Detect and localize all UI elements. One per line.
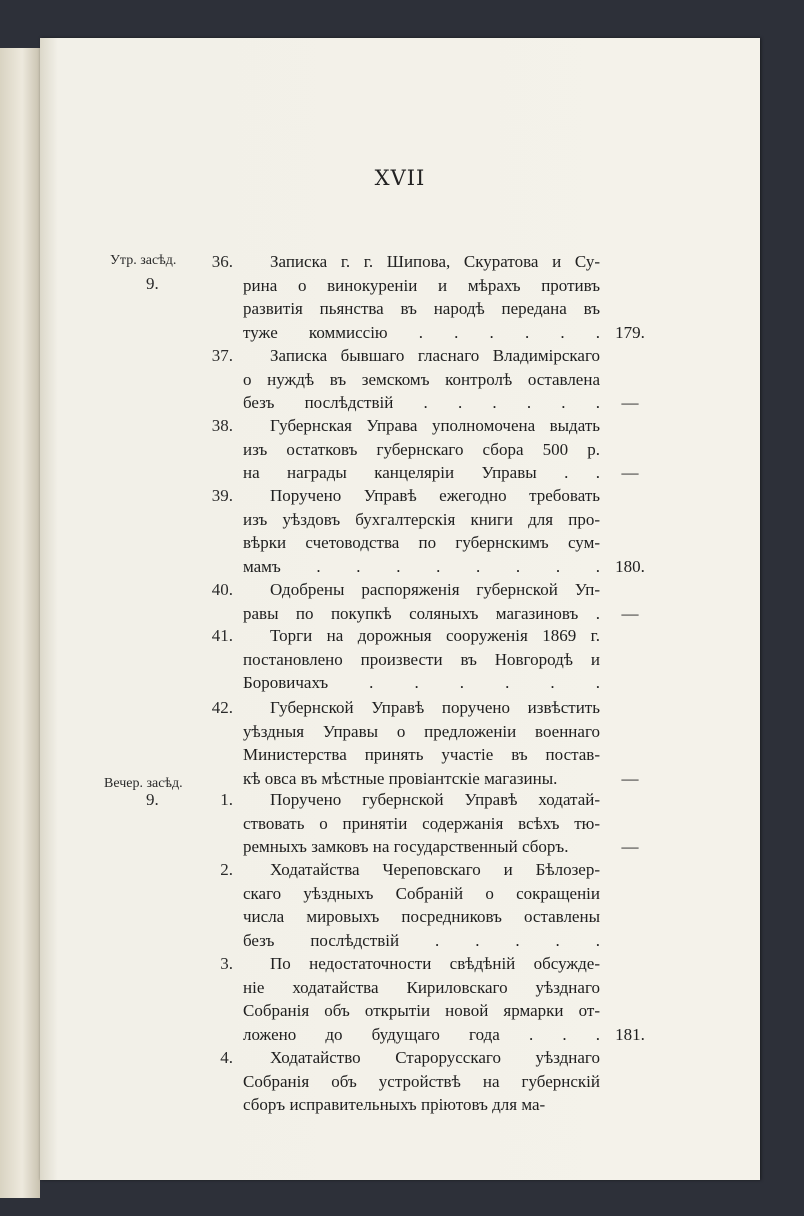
entry-text-line: кѣ овса въ мѣстные провіантскіе магазины.	[243, 768, 558, 788]
item-number: 38.	[211, 416, 233, 435]
session-number: 9.	[146, 790, 159, 809]
entry-text-line: ремныхъ замковъ на государственный сборъ.	[243, 837, 569, 856]
page-reference: 180.	[615, 556, 645, 576]
session-label: Вечер. засѣд.	[104, 776, 183, 791]
entry-text-line: ніе ходатайства Кириловскаго уѣзднаго	[243, 977, 600, 997]
item-number: 41.	[211, 626, 233, 645]
left-page-edge	[0, 48, 40, 1198]
item-number: 2.	[220, 860, 233, 879]
page-header: XVII	[374, 166, 426, 190]
entry-text-line: равы по покупкѣ соляныхъ магазиновъ .	[243, 603, 600, 623]
entry-text-line: Записка г. г. Шипова, Скуратова и Су-	[270, 252, 600, 271]
entry-text-line: Боровичахъ . . . . . .	[243, 673, 600, 692]
entry-text-line: Министерства принять участіе въ постав-	[243, 745, 600, 764]
entry-text-line: скаго уѣздныхъ Собраній о сокращеніи	[243, 883, 600, 903]
entry-text-line: сборъ исправительныхъ пріютовъ для ма-	[243, 1095, 546, 1114]
entry-text-line: рина о винокуреніи и мѣрахъ противъ	[243, 275, 600, 295]
entry-text-line: Записка бывшаго гласнаго Владимірскаго	[270, 346, 600, 365]
entry-text-line: Одобрены распоряженія губернской Уп-	[270, 580, 600, 599]
page-reference: —	[621, 768, 639, 788]
page-reference: —	[621, 393, 639, 412]
page-reference: —	[621, 463, 639, 482]
entry-text-line: безъ послѣдствій . . . . .	[243, 930, 600, 950]
item-number: 39.	[211, 486, 233, 505]
item-number: 3.	[220, 954, 233, 973]
entry-text-line: вѣрки счетоводства по губернскимъ сум-	[243, 533, 600, 552]
item-number: 36.	[211, 252, 233, 271]
entry-text-line: безъ послѣдствій . . . . . .	[243, 393, 600, 412]
entry-text-line: ствовать о принятіи содержанія всѣхъ тю-	[243, 813, 600, 833]
entry-text-line: на награды канцеляріи Управы . .	[243, 463, 600, 482]
session-label: Утр. засѣд.	[110, 253, 177, 268]
entry-text-line: числа мировыхъ посредниковъ оставлены	[243, 907, 600, 926]
page-reference: 179.	[615, 322, 645, 342]
entry-text-line: Ходатайства Череповскаго и Бѣлозер-	[270, 860, 600, 879]
entry-text-line: развитія пьянства въ народѣ передана въ	[243, 299, 600, 318]
page-reference: —	[621, 603, 639, 623]
item-number: 40.	[211, 580, 233, 599]
entry-text-line: о нуждѣ въ земскомъ контролѣ оставлена	[243, 369, 600, 389]
entry-text-line: изъ уѣздовъ бухгалтерскія книги для про-	[243, 509, 600, 529]
item-number: 42.	[211, 698, 233, 717]
entry-text-line: Собранія объ устройствѣ на губернскій	[243, 1071, 600, 1091]
book-page	[40, 38, 760, 1180]
session-number: 9.	[146, 274, 159, 293]
entry-text-line: По недостаточности свѣдѣній обсужде-	[270, 954, 600, 973]
item-number: 1.	[220, 790, 233, 809]
entry-text-line: изъ остатковъ губернскаго сбора 500 р.	[243, 439, 600, 459]
entry-text-line: Торги на дорожныя сооруженія 1869 г.	[270, 626, 600, 645]
entry-text-line: Ходатайство Старорусскаго уѣзднаго	[270, 1048, 600, 1067]
page-reference: 181.	[615, 1024, 645, 1044]
item-number: 37.	[211, 346, 233, 365]
entry-text-line: Поручено Управѣ ежегодно требовать	[270, 486, 600, 505]
entry-text-line: мамъ . . . . . . . .	[243, 556, 600, 576]
entry-text-line: постановлено произвести въ Новгородѣ и	[243, 649, 600, 669]
page-reference: —	[621, 837, 639, 856]
entry-text-line: Поручено губернской Управѣ ходатай-	[270, 790, 600, 809]
item-number: 4.	[220, 1048, 233, 1067]
entry-text-line: Губернской Управѣ поручено извѣстить	[270, 698, 600, 717]
entry-text-line: тужe коммиссію . . . . . .	[243, 322, 600, 342]
entry-text-line: уѣздныя Управы о предложеніи военнаго	[243, 721, 600, 741]
entry-text-line: Губернская Управа уполномочена выдать	[270, 416, 600, 435]
entry-text-line: Собранія объ открытіи новой ярмарки от-	[243, 1001, 600, 1020]
entry-text-line: ложено до будущаго года . . .	[243, 1024, 600, 1044]
